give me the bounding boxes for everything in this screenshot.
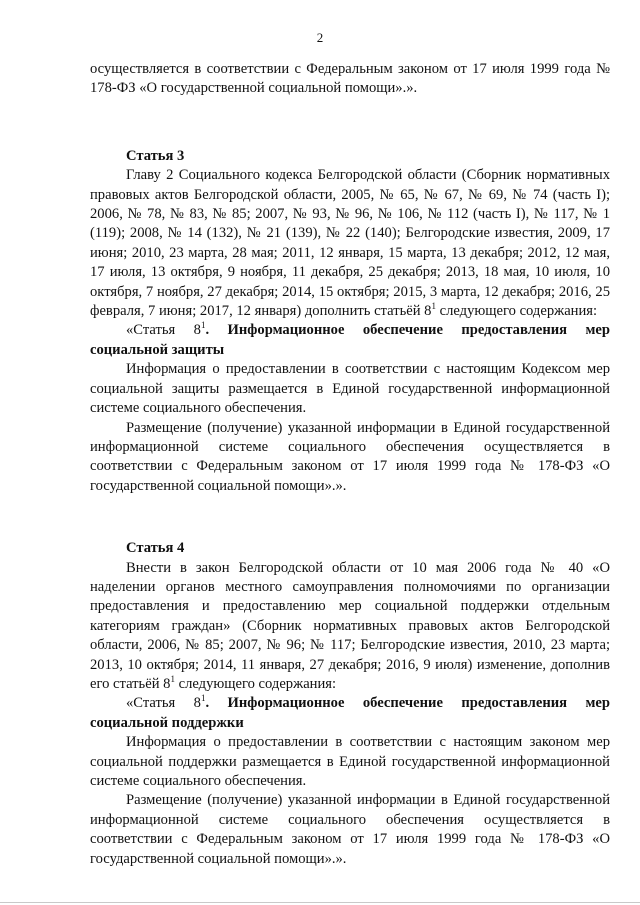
article-4-heading: Статья 4 — [126, 540, 185, 557]
superscript: 1 — [431, 301, 436, 312]
document-body — [90, 60, 610, 869]
quoted-article-prefix: «Статья 8 — [126, 322, 201, 339]
spacer — [90, 99, 610, 147]
article-4-intro-tail: следующего содержания: — [174, 675, 337, 692]
superscript: 1 — [200, 320, 206, 331]
quoted-article-prefix: «Статья 8 — [126, 695, 201, 712]
spacer — [90, 496, 610, 539]
quoted-article-title: . Информационное обеспечение предоставления мер социальной поддержки — [90, 695, 610, 731]
page-number: 2 — [316, 30, 324, 45]
article-4-intro-paragraph — [90, 559, 610, 695]
page-bottom-edge — [0, 902, 640, 903]
article-3-paragraph-2: Информация о предоставлении в соответствии с настоящим Кодексом мер социальной защиты размещается в Единой государственной информационной системе социального обеспечения. — [90, 361, 610, 417]
article-3-intro-text: Главу 2 Социального кодекса Белгородской области (Сборник нормативных правовых актов Белгородской области, 2005, № 65, № 67, № 69, № 74 (часть I); 2006, № 78, № 83, № 85; 2007, № 93, № 96, № 106, № 112 (часть I), № 117, № 1 (119); 2008, № 14 (132), № 21 (139), № 22 (140); Белгородские известия, 2009, 17 июня; 2010, 23 марта, 28 мая; 2011, 12 января, 15 марта, 13 декабря; 2012, 12 мая, 17 июля, 13 октября, 9 ноября, 11 декабря, 25 декабря; 2013, 18 мая, 10 июля, 10 октября, 7 ноября, 27 декабря; 2014, 15 октября; 2015, 3 марта, 12 декабря; 2016, 25 февраля, 7 июня; 2017, 12 января) дополнить статьёй 8 — [90, 167, 610, 320]
article-4-paragraph-3: Размещение (получение) указанной информации в Единой государственной информационной системе социального обеспечения осуществляется в соответствии с Федеральным законом от 17 июля 1999 года № 178-ФЗ «О государственной социальной помощи».». — [90, 792, 610, 867]
intro-paragraph: осуществляется в соответствии с Федеральным законом от 17 июля 1999 года № 178-ФЗ «О государственной социальной помощи».». — [90, 61, 610, 97]
article-3-intro-paragraph — [90, 166, 610, 321]
superscript: 1 — [170, 674, 175, 685]
article-3-quoted-title — [90, 321, 610, 360]
superscript: 1 — [200, 693, 206, 704]
article-3-heading: Статья 3 — [126, 147, 185, 164]
article-3-intro-tail: следующего содержания: — [435, 303, 598, 320]
article-4-intro-text: Внести в закон Белгородской области от 10 мая 2006 года № 40 «О наделении органов местного самоуправления полномочиями по организации предоставления и предоставлению мер социальной поддержки отдельным категориям граждан» (Сборник нормативных правовых актов Белгородской области, 2006, № 85; 2007, № 96; № 117; Белгородские известия, 2010, 23 марта; 2013, 10 октября; 2014, 11 января, 27 декабря; 2016, 9 июля) изменение, дополнив его статьёй 8 — [90, 559, 610, 692]
article-4-paragraph-2: Информация о предоставлении в соответствии с настоящим законом мер социальной поддержки размещается в Единой государственной информационной системе социального обеспечения. — [90, 734, 610, 789]
article-3-paragraph-3: Размещение (получение) указанной информации в Единой государственной информационной системе социального обеспечения осуществляется в соответствии с Федеральным законом от 17 июля 1999 года № 178-ФЗ «О государственной социальной помощи».». — [90, 419, 610, 494]
article-4-quoted-title — [90, 694, 610, 733]
quoted-article-title: . Информационное обеспечение предоставления мер социальной защиты — [90, 322, 610, 358]
